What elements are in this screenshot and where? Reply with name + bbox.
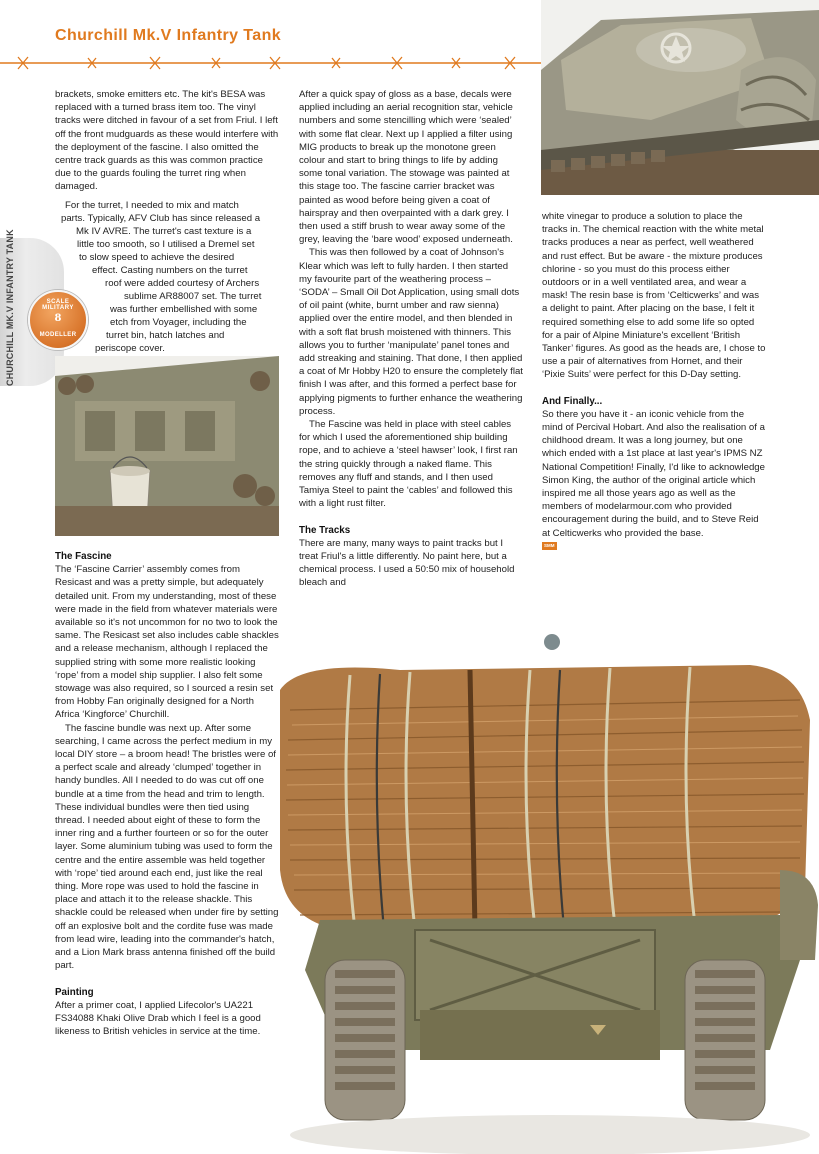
column-1-top: [55, 88, 279, 194]
section-heading: The Fascine: [55, 551, 112, 562]
column-1-bottom: [55, 550, 279, 1038]
photo-hull-stowage: [541, 0, 819, 195]
text-line: turret bin, hatch latches and: [106, 330, 225, 341]
text-line: periscope cover.: [95, 343, 165, 354]
text-line: effect. Casting numbers on the turret: [92, 265, 248, 276]
badge-top-text: SCALE MILITARY: [42, 299, 74, 311]
photo-fascine-tank: [280, 630, 819, 1154]
photo-tank-rear-bucket: [55, 356, 279, 536]
text-line: Mk IV AVRE. The turret's cast texture is a: [76, 226, 252, 237]
section-heading: And Finally...: [542, 395, 603, 407]
paragraph: There are many, many ways to paint tracks but I treat Friul's a little differently. No paint here, but a chemical process. I used a 50:50 mix of household bleach and: [299, 537, 515, 589]
side-tab-label: CHURCHILL MK.V INFANTRY TANK: [5, 229, 15, 386]
text-line: roof were added courtesy of Archers: [105, 278, 260, 289]
paragraph: After a quick spay of gloss as a base, decals were applied including an aerial recognition star, vehicle numbers and some stencilling which were ‘sealed’ with some flat clear. Next up I applied a filter using MIG products to break up the monotone green colour and start to bring things to life by adding some tonal variation. The stowage was painted at this stage too. The fascine carrier bracket was painted as wood before being given a coat of hairspray and then overpainted with a dark grey. I then used a stiff brush to wear away some of the grey, leaving the ‘bare wood’ exposed underneath.: [299, 89, 513, 246]
paragraph: The ‘Fascine Carrier’ assembly comes from Resicast and was a pretty simple, but adequately detailed unit. From my understanding, most of these were made in the field from whatever materials were available so it's not uncommon for no two to look the same. The Resicast set also includes cable shackles and a release mechanism, although I replaced the supplied string with some more realistic looking ‘rope’ from a model ship supplier. I also felt some stowage was also required, so I sourced a resin set from Hobby Fan originally designed for a North Africa ‘Kingforce’ Churchill.: [55, 564, 279, 721]
column-3: [542, 210, 766, 553]
page-title: Churchill Mk.V Infantry Tank: [55, 27, 282, 44]
text-line: sublime AR88007 set. The turret: [124, 291, 262, 302]
section-heading: Painting: [55, 986, 94, 998]
paragraph: After a primer coat, I applied Lifecolor's UA221 FS34088 Khaki Olive Drab which I feel is a good likeness to British vehicles in service at the time.: [55, 999, 261, 1038]
paragraph: The fascine bundle was next up. After some searching, I came across the perfect medium in my local DIY store – a broom head! The bristles were of a perfect scale and already ‘clumped’ together in handy bundles. All I needed to do was cut off one bundle at a time from the head and trim to length. These individual bundles were then tied using thread. I needed about eight of these to form the inner ring and a further fourteen or so for the outer layer. Some aluminium tubing was used to form the centre and the entire assemble was held together with ‘rope’ tied around each end, just like the real thing. More rope was used to hold the fascine in place and attach it to the release shackle. This shackle could be released when under fire by setting off an explosive bolt and the cordite fuse was made from lead wire, leading into the commander's hatch, and a Lion Mark brass antenna finished off the build part.: [55, 722, 279, 972]
scale-military-modeller-badge: [28, 290, 88, 350]
paragraph: So there you have it - an iconic vehicle from the mind of Percival Hobart. And also the realisation of a childhood dream. It was a long journey, but one which ended with a 1st place at last year's IPMS NZ National Competition! Finally, I'd like to acknowledge Simon King, the author of the original article which inspired me all those years ago as well as the members of modelarmour.com who provided encouragement during the build, and to Steve Reid at Celticwerks who provided the base.: [542, 408, 765, 539]
barbed-wire-divider: [0, 52, 545, 74]
section-heading: The Tracks: [299, 524, 351, 536]
text-line: was further embellished with some: [110, 304, 258, 315]
column-2: [299, 88, 523, 590]
text-line: For the turret, I needed to mix and match: [65, 200, 239, 211]
paragraph: brackets, smoke emitters etc. The kit's BESA was replaced with a turned brass item too. The vinyl tracks were ditched in favour of a set from Friul. I left off the front mudguards as these would interfere with the deployment of the fascine. I also omitted the centre track guards as this was common practice due to the guards fouling the turret ring when damaged.: [55, 89, 279, 193]
paragraph: white vinegar to produce a solution to place the tracks in. The chemical reaction with the white metal tracks produces a near as perfect, well weathered and rust effect. But be aware - the mixture produces chlorine - so you must do this process either outdoors or in a well ventilated area, and wear a mask! The resin base is from ‘Celticwerks’ and was a delight to paint. After placing on the base, I felt it required something else to add some life so opted for a pair of Alpine Miniature's excellent ‘British Tanker’ figures. As good as the heads are, I chose to use a pair of alternatives from Hornet, and their ‘Pixie Suits’ were perfect for this D-Day setting.: [542, 211, 766, 381]
text-line: little too smooth, so I utilised a Dremel set: [77, 239, 255, 250]
paragraph: This was then followed by a coat of Johnson's Klear which was left to fully harden. I then started my favourite part of the weathering process – ‘SODA’ – Small Oil Dot Application, using small dots of oil paint (white, burnt umber and raw sienna) applied over the entire model, and then blended in with a soft flat brush moistened with thinners. This allows you to further ‘manipulate’ panel tones and add streaking and staining. That done, I then applied a coat of Mr Hobby H20 to ensure the completely flat finish I was after, and this formed a perfect base for applying pigments to further enhance the weathering process.: [299, 247, 523, 417]
text-line: parts. Typically, AFV Club has since released a: [61, 213, 261, 224]
paragraph: The Fascine was held in place with steel cables for which I used the aforementioned ship building rope, and to achieve a ‘steel hawser’ look, I first ran the string quickly through a naked flame. This removes any fluff and stands, and I then used Tamiya Steel to paint the ‘cables’ and followed this with a light rust filter.: [299, 419, 518, 510]
text-line: etch from Voyager, including the: [110, 317, 247, 328]
badge-bottom-text: MODELLER: [39, 332, 77, 338]
badge-number: 8: [54, 313, 62, 324]
text-line: to slow speed to achieve the desired: [79, 252, 235, 263]
end-mark-logo: SMM: [544, 543, 555, 549]
